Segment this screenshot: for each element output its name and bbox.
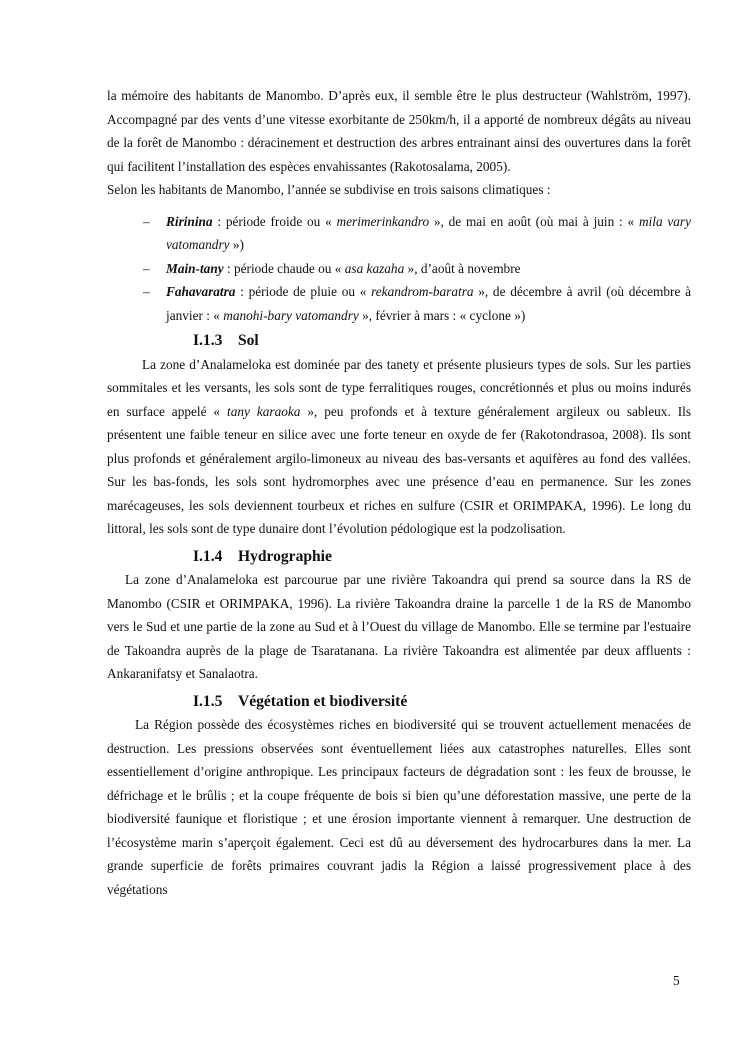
section-number: I.1.5: [193, 692, 223, 710]
section-number: I.1.3: [193, 332, 223, 349]
seasons-list: [107, 210, 691, 328]
paragraph-vegetation: La Région possède des écosystèmes riches en biodiversité qui se trouvent actuellement menacées de destruction. Les pressions observées sont éventuellement liées aux catastrophes naturelles. Elles sont essentiellement d’origine anthropique. Les principaux facteurs de dégradation sont : les feux de brousse, le défrichage et le brûlis ; et la coupe fréquente de bois si bien qu’une déforestation massive, une perte de la biodiversité faunique et floristique ; et une érosion importante viennent à remarquer. Une destruction de l’écosystème marin s’aperçoit également. Ceci est dû au déversement des hydrocarbures dans la mer. La grande superficie de forêts primaires couvrant jadis la Région a laissé progressivement place à des végétations: [107, 717, 691, 897]
season-name: Ririnina: [166, 213, 213, 229]
section-number: I.1.4: [193, 547, 223, 565]
section-heading-vegetation: [107, 690, 691, 714]
season-item-ririnina: – Ririnina : période froide ou « merimerinkandro », de mai en août (où mai à juin : « mila vary vatomandry »): [143, 210, 691, 257]
intro-paragraph: [107, 84, 691, 178]
section-title: Végétation et biodiversité: [238, 692, 408, 710]
list-dash: –: [143, 213, 150, 229]
season-name: Main-tany: [166, 260, 224, 276]
list-dash: –: [143, 260, 150, 276]
paragraph-sol: La zone d’Analameloka est dominée par des tanety et présente plusieurs types de sols. Sur les parties sommitales et les versants, les sols sont de type ferralitiques rouges, concrétionnés et plus ou moins indurés en surface appelé « tany karaoka », peu profonds et à texture généralement argileux ou sableux. Ils présentent une faible teneur en silice avec une forte teneur en oxyde de fer (Rakotondrasoa, 2008). Ils sont plus profonds et généralement argilo-limoneux au niveau des bas-versants et aquifères au fond des vallées. Sur les bas-fonds, les sols sont hydromorphes avec une présence d’eau en permanence. Sur les zones marécageuses, les sols deviennent tourbeux et riches en sulfure (CSIR et ORIMPAKA, 1996). Le long du littoral, les sols sont de type dunaire dont l’évolution pédologique est la podzolisation.: [107, 356, 692, 536]
section-title: Sol: [238, 332, 259, 349]
season-item-main-tany: – Main-tany : période chaude ou « asa kazaha », d’août à novembre: [143, 257, 691, 281]
seasons-intro: Selon les habitants de Manombo, l’année se subdivise en trois saisons climatiques :: [107, 182, 551, 197]
season-name: Fahavaratra: [166, 284, 236, 299]
section-heading-hydrographie: [107, 545, 691, 569]
document-page: [107, 84, 691, 901]
paragraph-hydrographie: La zone d’Analameloka est parcourue par une rivière Takoandra qui prend sa source dans la RS de Manombo (CSIR et ORIMPAKA, 1996). La rivière Takoandra draine la parcelle 1 de la RS de Manombo vers le Sud et une partie de la zone au Sud et à l’Ouest du village de Manombo. Elle se termine par l'estuaire de Takoandra auprès de la plage de Tsaratanana. La rivière Takoandra est alimentée par deux affluents : Ankaranifatsy et Sanalaotra.: [107, 572, 691, 681]
list-dash: –: [143, 284, 150, 299]
intro-text: la mémoire des habitants de Manombo. D’après eux, il semble être le plus destructeur (Wahlström, 1997). Accompagné par des vents d’une vitesse exorbitante de 250km/h, il a apporté de nombreux dégâts au niveau de la forêt de Manombo : déracinement et destruction des arbres entrainant ainsi des ouvertures dans la forêt qui facilitent l’installation des espèces envahissantes (Rakotosalama, 2005).: [107, 88, 691, 174]
section-title: Hydrographie: [238, 547, 332, 565]
season-item-fahavaratra: – Fahavaratra : période de pluie ou « rekandrom-baratra », de décembre à avril (où décembre à janvier : « manohi-bary vatomandry », février à mars : « cyclone »): [143, 280, 691, 327]
section-heading-sol: [107, 329, 691, 353]
page-number: 5: [673, 973, 680, 988]
